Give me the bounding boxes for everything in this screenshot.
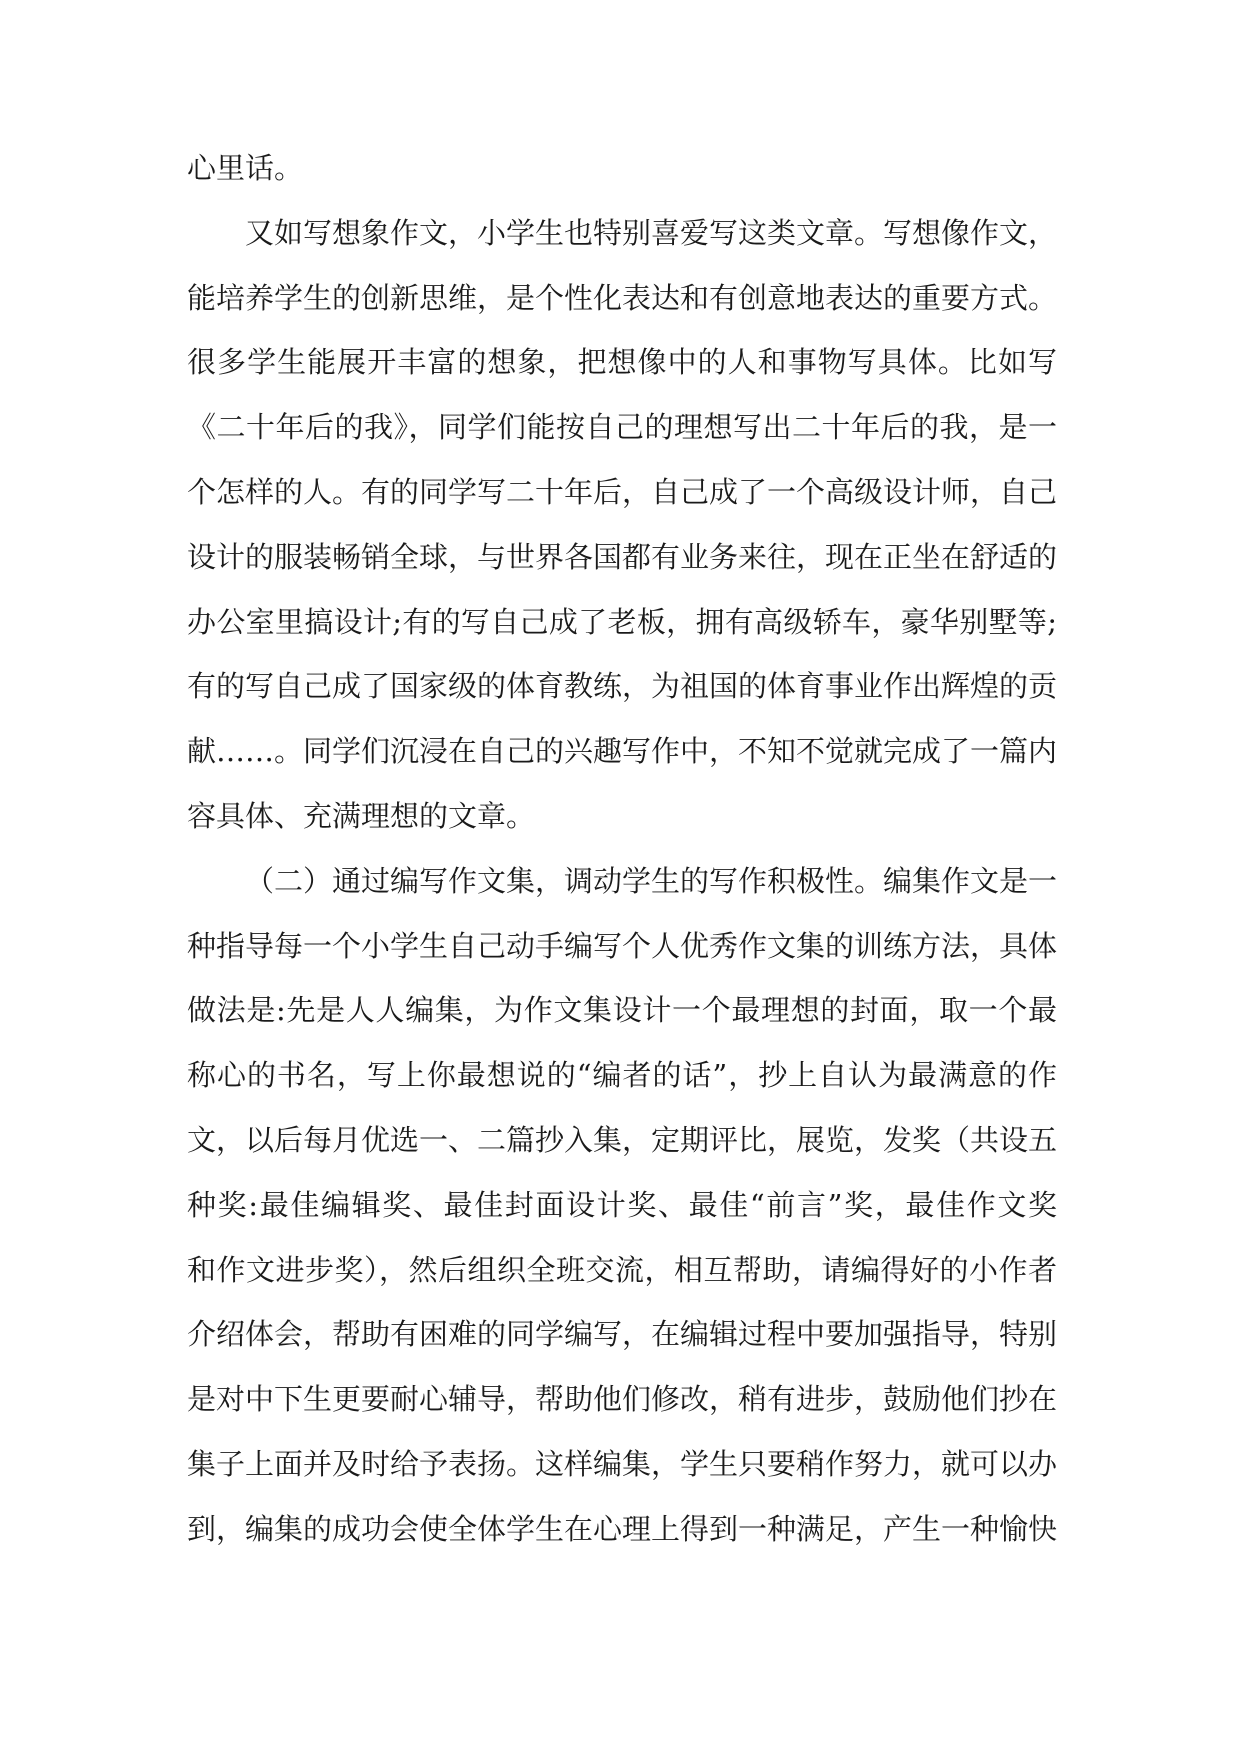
paragraph-1-line-1: 心里话。	[187, 151, 304, 185]
paragraph-3-line-1: （二）通过编写作文集，调动学生的写作积极性。编集作文是一	[245, 863, 1058, 898]
paragraph-2-line-1: 又如写想象作文，小学生也特别喜爱写这类文章。写想像作文，	[245, 215, 1058, 250]
paragraph-2-line-4: 《二十年后的我》，同学们能按自己的理想写出二十年后的我，是一	[187, 410, 1057, 445]
paragraph-3-line-10: 集子上面并及时给予表扬。这样编集，学生只要稍作努力，就可以办	[187, 1446, 1058, 1481]
paragraph-3-line-6: 种奖:最佳编辑奖、最佳封面设计奖、最佳“前言”奖，最佳作文奖	[187, 1187, 1057, 1222]
paragraph-3-line-3: 做法是:先是人人编集，为作文集设计一个最理想的封面，取一个最	[187, 993, 1057, 1028]
paragraph-2-line-2: 能培养学生的创新思维，是个性化表达和有创意地表达的重要方式。	[187, 280, 1058, 315]
paragraph-3-line-8: 介绍体会，帮助有困难的同学编写，在编辑过程中要加强指导，特别	[187, 1317, 1058, 1352]
paragraph-2-line-10: 容具体、充满理想的文章。	[187, 798, 536, 833]
paragraph-2-line-9: 献……。同学们沉浸在自己的兴趣写作中，不知不觉就完成了一篇内	[187, 734, 1058, 769]
paragraph-2-line-5: 个怎样的人。有的同学写二十年后，自己成了一个高级设计师，自己	[187, 474, 1058, 509]
paragraph-2-line-3: 很多学生能展开丰富的想象，把想像中的人和事物写具体。比如写	[187, 345, 1057, 380]
paragraph-2-line-6: 设计的服装畅销全球，与世界各国都有业务来往，现在正坐在舒适的	[187, 539, 1058, 574]
paragraph-3-line-2: 种指导每一个小学生自己动手编写个人优秀作文集的训练方法，具体	[187, 928, 1058, 963]
paragraph-2-line-8: 有的写自己成了国家级的体育教练，为祖国的体育事业作出辉煌的贡	[187, 669, 1058, 704]
paragraph-3-line-9: 是对中下生更要耐心辅导，帮助他们修改，稍有进步，鼓励他们抄在	[187, 1382, 1058, 1417]
paragraph-3-line-4: 称心的书名，写上你最想说的“编者的话”，抄上自认为最满意的作	[187, 1058, 1057, 1093]
paragraph-3-line-5: 文，以后每月优选一、二篇抄入集，定期评比，展览，发奖（共设五	[187, 1122, 1058, 1157]
document-body	[187, 152, 1057, 1578]
paragraph-3-line-11: 到，编集的成功会使全体学生在心理上得到一种满足，产生一种愉快	[187, 1511, 1058, 1546]
paragraph-2-line-7: 办公室里搞设计;有的写自己成了老板，拥有高级轿车，豪华别墅等;	[187, 604, 1057, 639]
paragraph-3-line-7: 和作文进步奖），然后组织全班交流，相互帮助，请编得好的小作者	[187, 1252, 1057, 1287]
